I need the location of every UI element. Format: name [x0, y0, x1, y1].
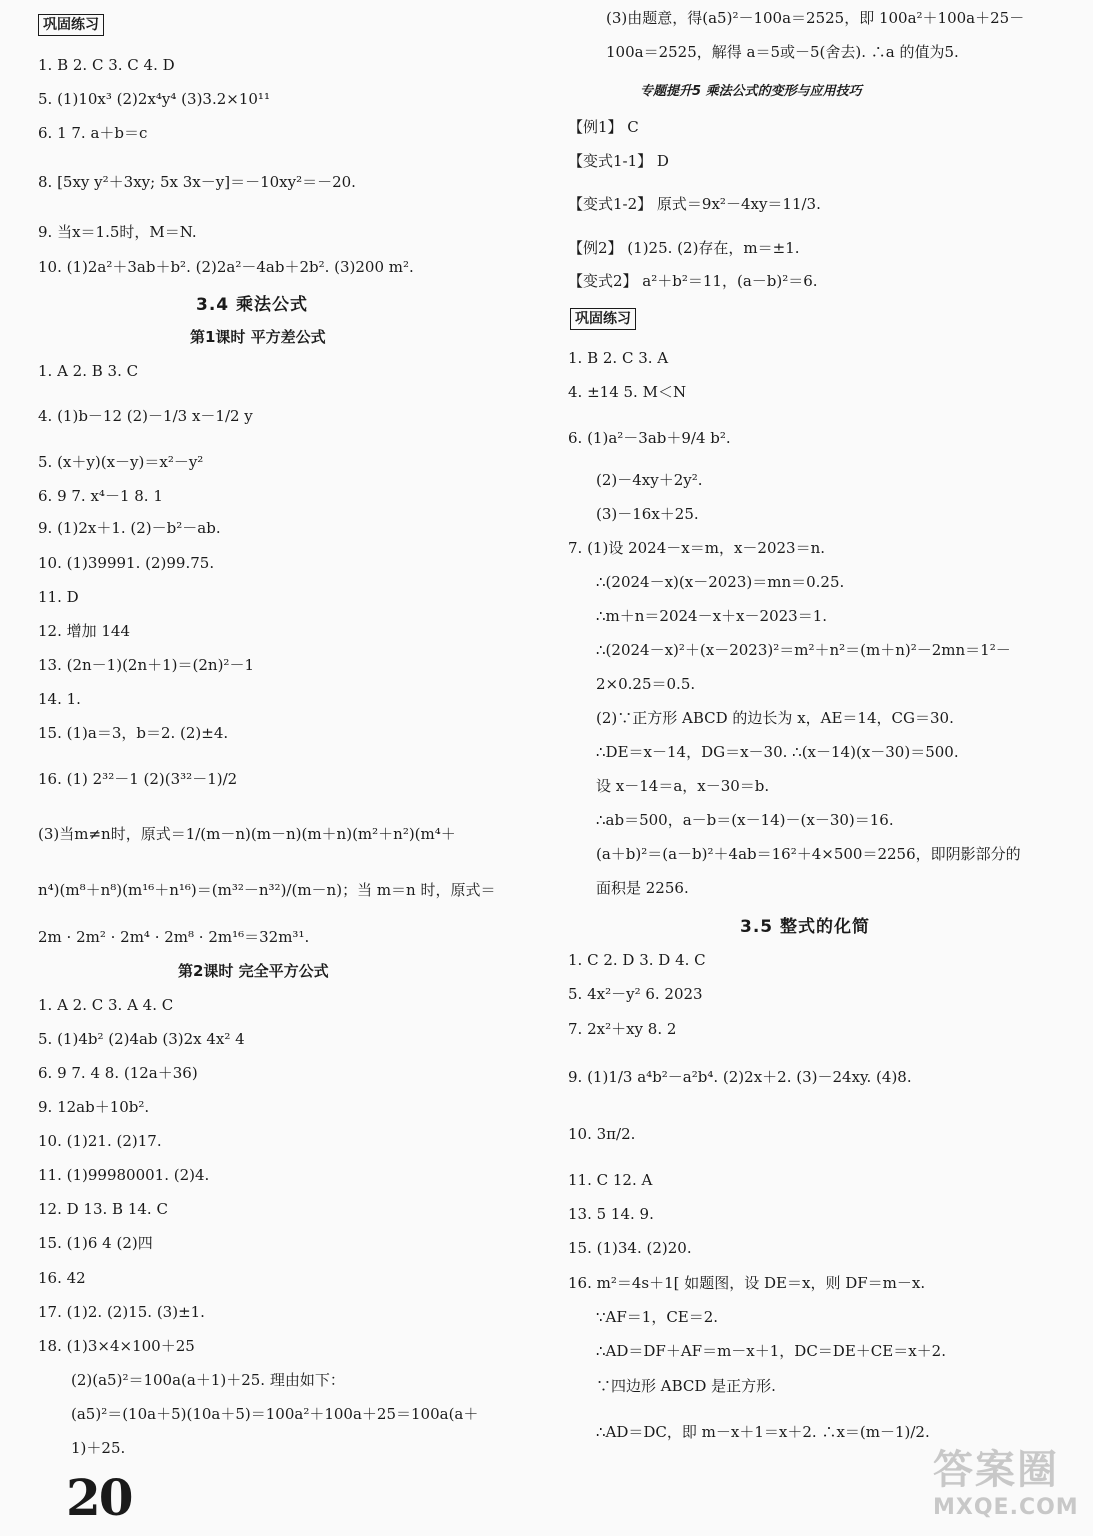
- answer-line: (2)(a5)²＝100a(a＋1)＋25. 理由如下：: [71, 1371, 345, 1389]
- answer-line: 1. A 2. C 3. A 4. C: [38, 996, 174, 1014]
- answer-line: 5. (x＋y)(x－y)＝x²－y²: [38, 453, 204, 471]
- answer-line: 13. (2n－1)(2n＋1)＝(2n)²－1: [38, 656, 254, 674]
- answer-line: 【变式2】 a²＋b²＝11，(a－b)²＝6.: [568, 272, 818, 290]
- watermark-text-top: 答案圈: [933, 1447, 1059, 1493]
- answer-line: 15. (1)a＝3，b＝2. (2)±4.: [38, 724, 229, 742]
- answer-line: 1. C 2. D 3. D 4. C: [568, 951, 706, 969]
- answer-line: ∴AD＝DF＋AF＝m－x＋1，DC＝DE＋CE＝x＋2.: [596, 1342, 946, 1360]
- answer-line: 12. D 13. B 14. C: [38, 1200, 168, 1218]
- answer-line: (2)∵正方形 ABCD 的边长为 x，AE＝14，CG＝30.: [596, 709, 954, 727]
- answer-line: 9. (1)2x＋1. (2)－b²－ab.: [38, 519, 221, 537]
- answer-line: 面积是 2256.: [596, 879, 689, 897]
- answer-line: 7. 2x²＋xy 8. 2: [568, 1020, 677, 1038]
- answer-line: 6. 9 7. x⁴－1 8. 1: [38, 487, 163, 505]
- answer-line: 16. 42: [38, 1269, 86, 1287]
- page-number: 20: [66, 1468, 132, 1527]
- section-title: 3.4 乘法公式: [196, 295, 309, 315]
- answer-line: ∴(2024－x)(x－2023)＝mn＝0.25.: [596, 573, 845, 591]
- answer-line: 【变式1-2】 原式＝9x²－4xy＝11/3.: [568, 195, 821, 213]
- answer-line: 15. (1)34. (2)20.: [568, 1239, 692, 1257]
- answer-line: 6. 9 7. 4 8. (12a＋36): [38, 1064, 198, 1082]
- answer-line: 9. 当x＝1.5时，M＝N.: [38, 223, 197, 241]
- answer-line: 15. (1)6 4 (2)四: [38, 1234, 153, 1252]
- answer-line: 2m · 2m² · 2m⁴ · 2m⁸ · 2m¹⁶＝32m³¹.: [38, 928, 310, 946]
- answer-line: ∴DE＝x－14，DG＝x－30. ∴(x－14)(x－30)＝500.: [596, 743, 959, 761]
- answer-line: 4. (1)b－12 (2)－1/3 x－1/2 y: [38, 407, 253, 425]
- answer-line: 12. 增加 144: [38, 622, 131, 640]
- answer-line: 【例1】 C: [568, 118, 639, 136]
- answer-line: 5. 4x²－y² 6. 2023: [568, 985, 703, 1003]
- answer-line: ∴(2024－x)²＋(x－2023)²＝m²＋n²＝(m＋n)²－2mn＝1²－: [596, 641, 1011, 659]
- answer-line: 10. 3π/2.: [568, 1125, 636, 1143]
- answer-line: 11. C 12. A: [568, 1171, 653, 1189]
- answer-line: 14. 1.: [38, 690, 81, 708]
- watermark-logo: [933, 1438, 1083, 1528]
- practice-box-label: 巩固练习: [570, 308, 636, 330]
- answer-line: 1. B 2. C 3. C 4. D: [38, 56, 175, 74]
- answer-line: 100a＝2525，解得 a＝5或－5(舍去). ∴a 的值为5.: [606, 43, 959, 61]
- answer-line: 16. m²＝4s＋1[ 如题图，设 DE＝x，则 DF＝m－x.: [568, 1274, 926, 1292]
- answer-line: 1)＋25.: [71, 1439, 126, 1457]
- answer-line: (3)当m≠n时，原式＝1/(m－n)(m－n)(m＋n)(m²＋n²)(m⁴＋: [38, 825, 456, 843]
- answer-line: (2)－4xy＋2y².: [596, 471, 703, 489]
- answer-line: 4. ±14 5. M＜N: [568, 383, 687, 401]
- answer-line: n⁴)(m⁸＋n⁸)(m¹⁶＋n¹⁶)＝(m³²－n³²)/(m－n)；当 m＝n 时，原式＝: [38, 881, 496, 899]
- lesson-title: 第2课时 完全平方公式: [178, 962, 329, 980]
- answer-line: 16. (1) 2³²－1 (2)(3³²－1)/2: [38, 770, 238, 788]
- answer-line: 8. [5xy y²＋3xy; 5x 3x－y]＝－10xy²＝－20.: [38, 173, 356, 191]
- answer-line: ∴ab＝500，a－b＝(x－14)－(x－30)＝16.: [596, 811, 894, 829]
- answer-line: ∴AD＝DC，即 m－x＋1＝x＋2. ∴x＝(m－1)/2.: [596, 1423, 930, 1441]
- answer-line: 11. (1)99980001. (2)4.: [38, 1166, 210, 1184]
- answer-line: 18. (1)3×4×100＋25: [38, 1337, 195, 1355]
- answer-line: ∴m＋n＝2024－x＋x－2023＝1.: [596, 607, 828, 625]
- answer-line: 【例2】 (1)25. (2)存在，m＝±1.: [568, 239, 800, 257]
- answer-line: 7. (1)设 2024－x＝m，x－2023＝n.: [568, 539, 826, 557]
- answer-line: (3)－16x＋25.: [596, 505, 699, 523]
- practice-box-label: 巩固练习: [38, 14, 104, 36]
- answer-line: (a＋b)²＝(a－b)²＋4ab＝16²＋4×500＝2256，即阴影部分的: [596, 845, 1021, 863]
- answer-line: 10. (1)39991. (2)99.75.: [38, 554, 215, 572]
- answer-line: 10. (1)21. (2)17.: [38, 1132, 162, 1150]
- answer-line: 11. D: [38, 588, 79, 606]
- answer-line: 【变式1-1】 D: [568, 152, 669, 170]
- answer-line: 2×0.25＝0.5.: [596, 675, 696, 693]
- answer-line: 设 x－14＝a，x－30＝b.: [596, 777, 770, 795]
- watermark-text-bottom: MXQE.COM: [933, 1495, 1079, 1520]
- answer-line: 17. (1)2. (2)15. (3)±1.: [38, 1303, 205, 1321]
- answer-line: (3)由题意，得(a5)²－100a＝2525，即 100a²＋100a＋25－: [606, 9, 1025, 27]
- section-title: 3.5 整式的化简: [740, 917, 871, 937]
- answer-line: (a5)²＝(10a＋5)(10a＋5)＝100a²＋100a＋25＝100a(a＋: [71, 1405, 479, 1423]
- answer-line: 1. A 2. B 3. C: [38, 362, 139, 380]
- answer-line: ∵四边形 ABCD 是正方形.: [596, 1377, 776, 1395]
- answer-line: 9. 12ab＋10b².: [38, 1098, 150, 1116]
- answer-line: 6. 1 7. a＋b＝c: [38, 124, 148, 142]
- answer-line: 6. (1)a²－3ab＋9/4 b².: [568, 429, 731, 447]
- answer-line: 5. (1)10x³ (2)2x⁴y⁴ (3)3.2×10¹¹: [38, 90, 270, 108]
- lesson-title: 第1课时 平方差公式: [190, 328, 326, 346]
- answer-line: 10. (1)2a²＋3ab＋b². (2)2a²－4ab＋2b². (3)200 m².: [38, 258, 414, 276]
- answer-line: ∵AF＝1，CE＝2.: [596, 1308, 719, 1326]
- answer-line: 5. (1)4b² (2)4ab (3)2x 4x² 4: [38, 1030, 245, 1048]
- answer-line: 9. (1)1/3 a⁴b²－a²b⁴. (2)2x＋2. (3)－24xy. (4)8.: [568, 1068, 912, 1086]
- answer-line: 13. 5 14. 9.: [568, 1205, 654, 1223]
- answer-line: 1. B 2. C 3. A: [568, 349, 669, 367]
- topic-title: 专题提升5 乘法公式的变形与应用技巧: [640, 84, 862, 99]
